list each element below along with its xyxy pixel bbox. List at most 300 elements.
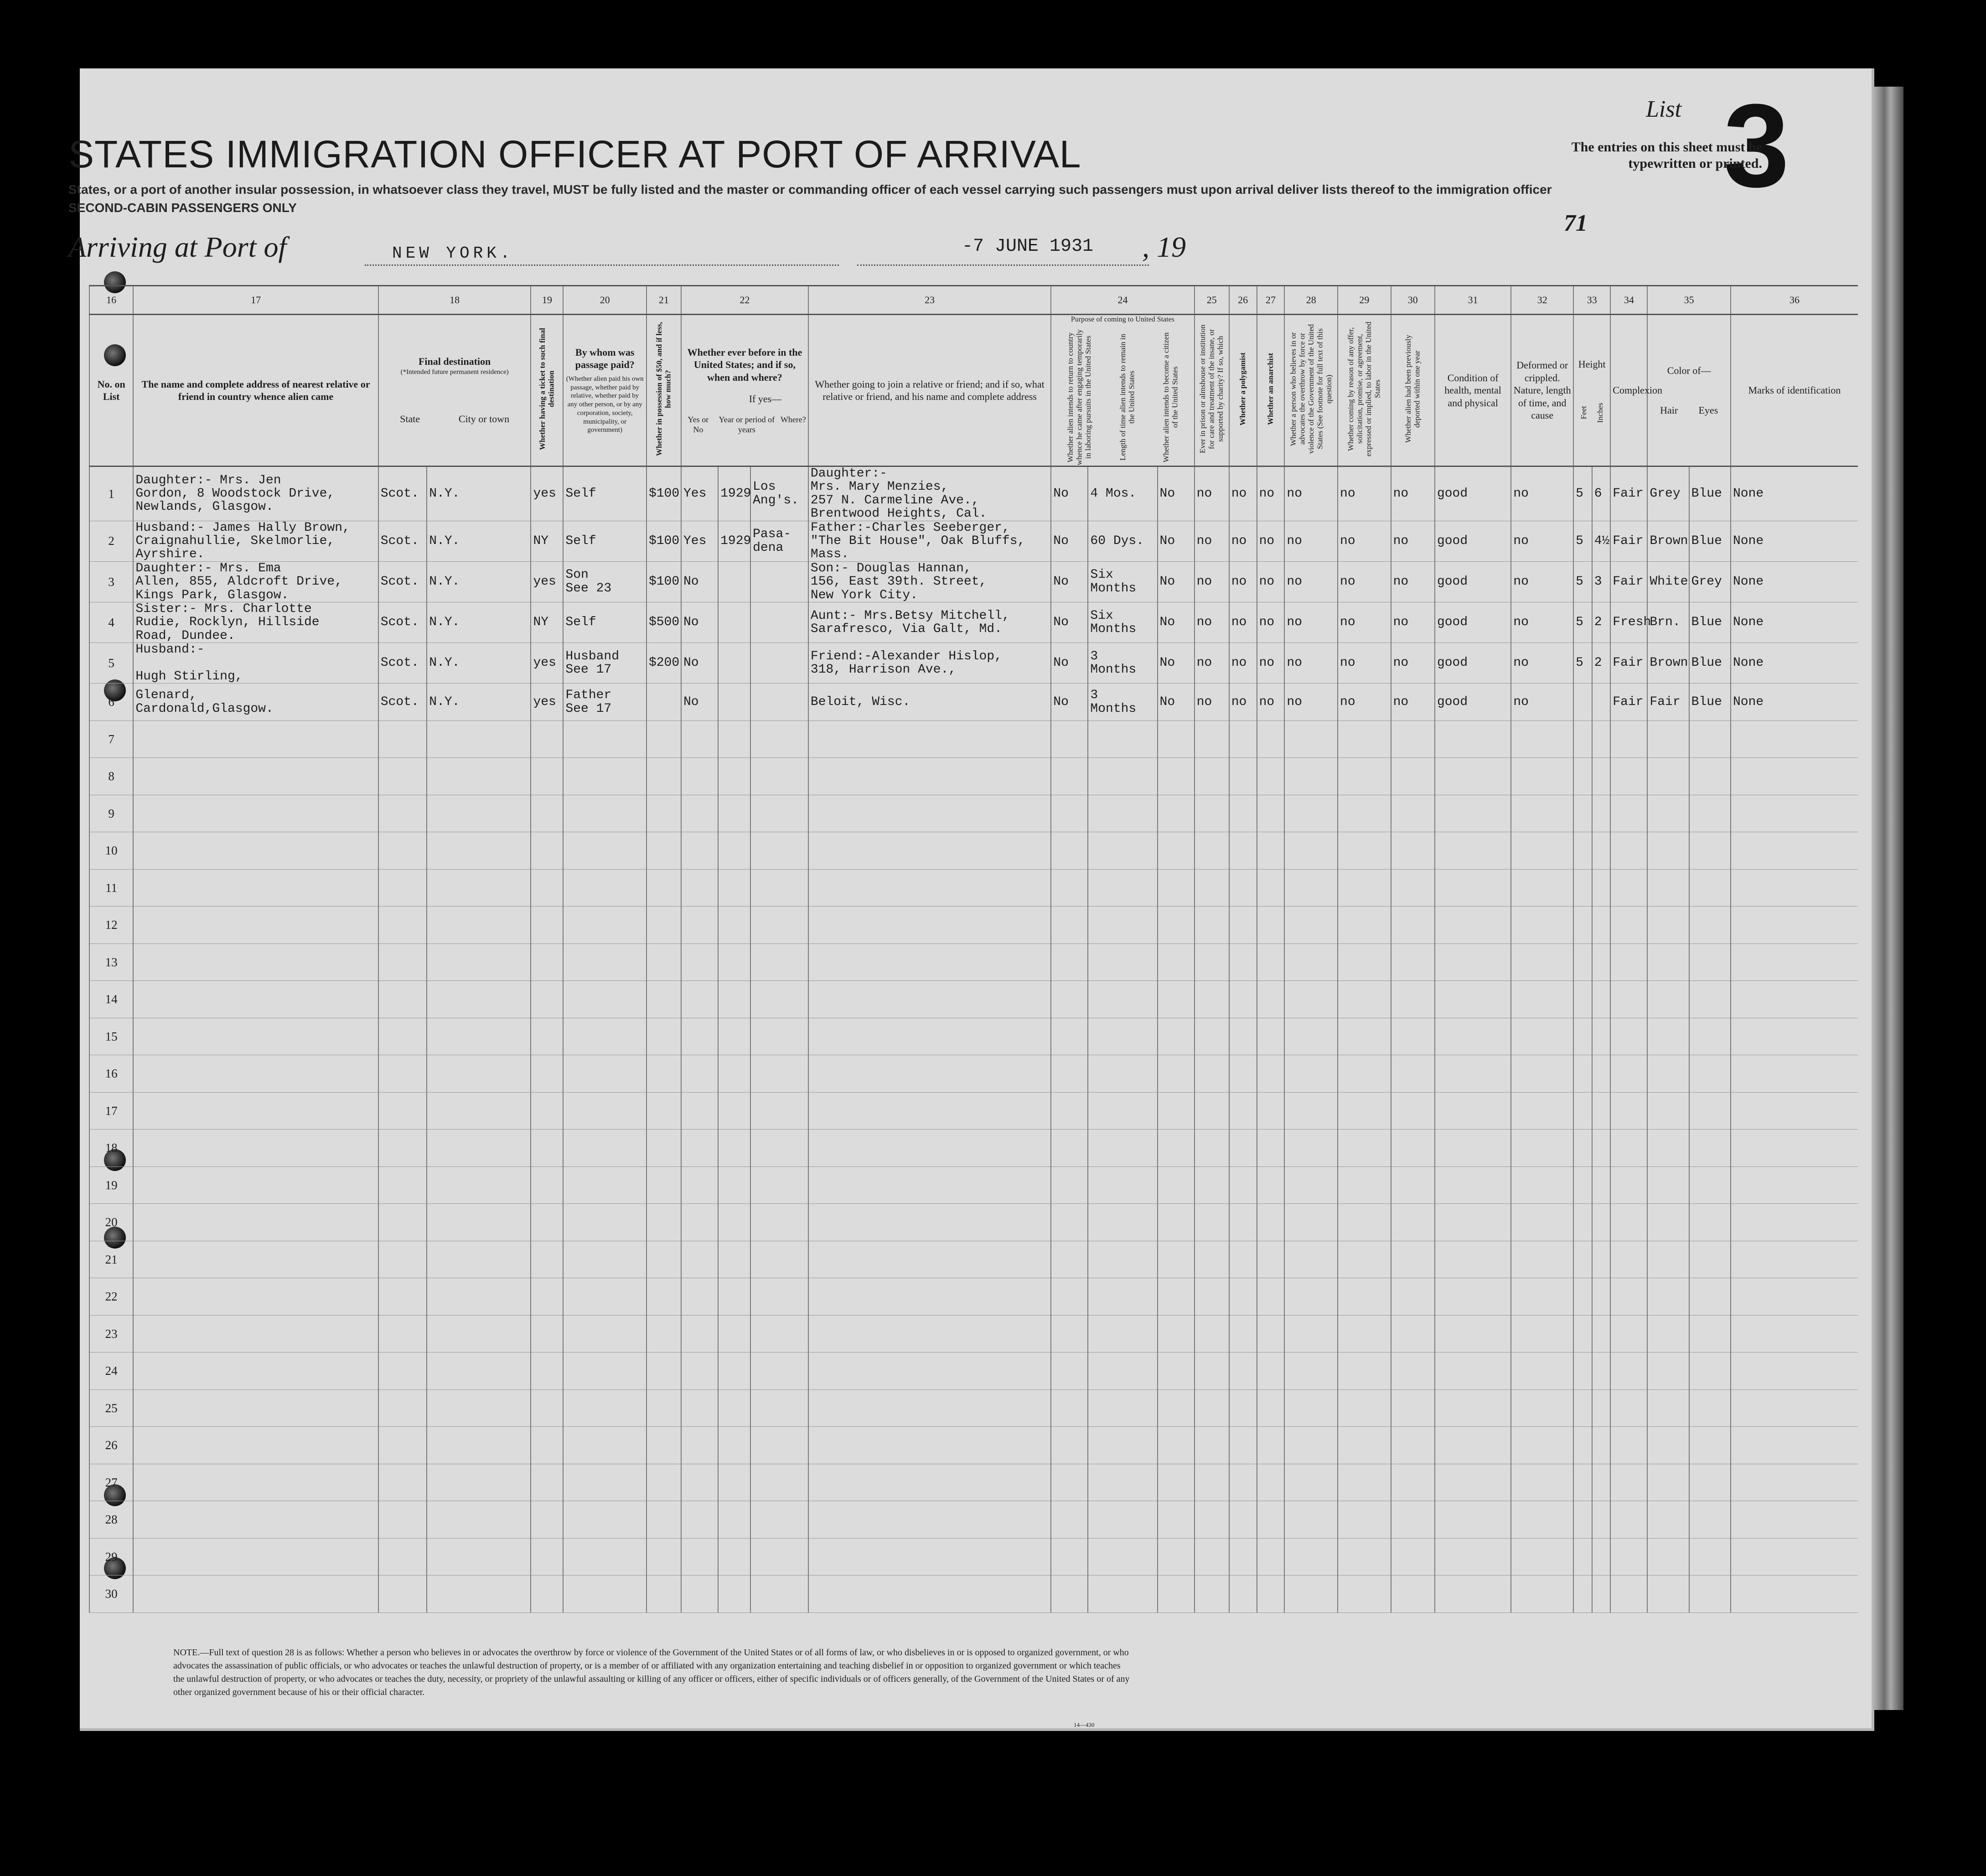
- before-where: [750, 832, 808, 870]
- before-where: [750, 981, 808, 1018]
- anarchist: no: [1257, 521, 1285, 561]
- eye-color: [1689, 1241, 1731, 1278]
- anarchist: [1257, 907, 1285, 944]
- polygamist: [1229, 907, 1257, 944]
- before-in-us: [681, 758, 718, 795]
- ticket: [531, 1092, 563, 1130]
- row-number: 20: [89, 1204, 133, 1241]
- height-feet: [1573, 1464, 1592, 1501]
- polygamist: no: [1229, 602, 1257, 643]
- deformed: no: [1511, 684, 1573, 721]
- deported: [1391, 795, 1435, 832]
- dest-state: [378, 1055, 427, 1093]
- joining-relative: [808, 943, 1051, 981]
- before-year: [718, 1427, 750, 1464]
- before-in-us: [681, 1278, 718, 1316]
- passage-paid: [563, 981, 646, 1018]
- before-year: [718, 1055, 750, 1093]
- health: [1435, 1315, 1511, 1353]
- overthrow: [1284, 1575, 1338, 1613]
- header-join-relative: Whether going to join a relative or friend; and if so, what relative or friend, and his name and complete address: [808, 315, 1051, 466]
- row-number: 26: [89, 1427, 133, 1464]
- eye-color: [1689, 907, 1731, 944]
- before-where: [750, 795, 808, 832]
- before-year: [718, 1092, 750, 1130]
- deformed: no: [1511, 602, 1573, 643]
- before-in-us: [681, 1204, 718, 1241]
- overthrow: [1284, 1389, 1338, 1427]
- dest-city: [427, 1427, 531, 1464]
- before-where: [750, 758, 808, 795]
- before-year: 1929: [718, 521, 750, 561]
- money: [646, 1130, 681, 1167]
- ticket: NY: [531, 602, 563, 643]
- deported: no: [1391, 602, 1435, 643]
- height-feet: [1573, 1427, 1592, 1464]
- labor-offer: [1338, 1538, 1391, 1575]
- row-number: 8: [89, 758, 133, 795]
- intends-citizen: [1158, 1427, 1195, 1464]
- before-year: [718, 1464, 750, 1501]
- prison: [1195, 795, 1229, 832]
- length-of-stay: Six Months: [1088, 602, 1157, 643]
- identification-marks: [1731, 1501, 1858, 1539]
- length-of-stay: 60 Dys.: [1088, 521, 1157, 561]
- passage-paid: [563, 720, 646, 758]
- before-where: [750, 1315, 808, 1353]
- before-where: [750, 1055, 808, 1093]
- intends-citizen: [1158, 1501, 1195, 1539]
- row-number: 11: [89, 869, 133, 907]
- overthrow: [1284, 1538, 1338, 1575]
- health: [1435, 1166, 1511, 1204]
- table-row: [89, 1389, 1858, 1427]
- ticket: yes: [531, 643, 563, 684]
- health: [1435, 869, 1511, 907]
- intends-citizen: [1158, 1538, 1195, 1575]
- dest-city: [427, 1130, 531, 1167]
- labor-offer: [1338, 1092, 1391, 1130]
- overthrow: [1284, 758, 1338, 795]
- deformed: [1511, 981, 1573, 1018]
- height-feet: [1573, 1575, 1592, 1613]
- identification-marks: None: [1731, 466, 1858, 521]
- height-inches: [1592, 832, 1611, 870]
- before-year: [718, 1538, 750, 1575]
- overthrow: [1284, 1018, 1338, 1055]
- polygamist: [1229, 1130, 1257, 1167]
- anarchist: no: [1257, 684, 1285, 721]
- overthrow: no: [1284, 602, 1338, 643]
- money: [646, 1241, 681, 1278]
- col-number: 23: [808, 286, 1051, 315]
- prison: [1195, 1055, 1229, 1093]
- prison: [1195, 832, 1229, 870]
- length-of-stay: [1088, 1501, 1157, 1539]
- before-in-us-label: Whether ever before in the United States; and if so, when and where?: [687, 346, 802, 383]
- relative-address: [133, 1092, 378, 1130]
- col-number: 24: [1051, 286, 1194, 315]
- row-number: 1: [89, 466, 133, 521]
- prison: [1195, 907, 1229, 944]
- complexion: Fair: [1610, 643, 1647, 684]
- dest-city: [427, 1315, 531, 1353]
- header-yes-no: Yes or No: [688, 415, 709, 434]
- ticket: [531, 1389, 563, 1427]
- intends-return: [1051, 981, 1088, 1018]
- eye-color: [1689, 758, 1731, 795]
- joining-relative: [808, 832, 1051, 870]
- prison: [1195, 1575, 1229, 1613]
- col-number: 32: [1511, 286, 1573, 315]
- labor-offer: [1338, 1464, 1391, 1501]
- table-row: [89, 684, 1858, 721]
- hair-color: Brn.: [1647, 602, 1689, 643]
- prison: [1195, 1389, 1229, 1427]
- dest-state: Scot.: [378, 561, 427, 602]
- deported: [1391, 832, 1435, 870]
- relative-address: Glenard, Cardonald,Glasgow.: [133, 684, 378, 721]
- deformed: [1511, 832, 1573, 870]
- relative-address: [133, 832, 378, 870]
- header-citizen: Whether alien intends to become a citizen of the United States: [1161, 332, 1179, 462]
- overthrow: [1284, 981, 1338, 1018]
- table-row: [89, 943, 1858, 981]
- dest-city: N.Y.: [427, 561, 531, 602]
- before-in-us: [681, 1353, 718, 1390]
- health: [1435, 832, 1511, 870]
- ticket: [531, 1278, 563, 1316]
- complexion: [1610, 981, 1647, 1018]
- header-no-on-list: No. on List: [89, 315, 133, 466]
- before-year: [718, 1315, 750, 1353]
- relative-address: [133, 1575, 378, 1613]
- header-money: [646, 315, 681, 466]
- before-year: [718, 943, 750, 981]
- polygamist: [1229, 1055, 1257, 1093]
- overthrow: [1284, 795, 1338, 832]
- height-feet: [1573, 1166, 1592, 1204]
- table-row: [89, 1018, 1858, 1055]
- eye-color: [1689, 720, 1731, 758]
- deported: [1391, 907, 1435, 944]
- before-where: [750, 1389, 808, 1427]
- before-where: [750, 1241, 808, 1278]
- before-in-us: [681, 832, 718, 870]
- anarchist: [1257, 1353, 1285, 1390]
- identification-marks: [1731, 1130, 1858, 1167]
- money: [646, 1538, 681, 1575]
- prison: [1195, 1464, 1229, 1501]
- complexion: [1610, 1130, 1647, 1167]
- date-line: [857, 264, 1149, 266]
- header-city: City or town: [458, 413, 510, 425]
- intends-citizen: [1158, 1389, 1195, 1427]
- arriving-label: Arriving at Port of: [68, 231, 287, 263]
- hair-color: [1647, 1464, 1689, 1501]
- polygamist: [1229, 1501, 1257, 1539]
- eye-color: [1689, 1315, 1731, 1353]
- ticket: [531, 758, 563, 795]
- table-row: [89, 720, 1858, 758]
- header-anarchist: [1257, 315, 1285, 466]
- dest-state: [378, 981, 427, 1018]
- dest-state: [378, 1501, 427, 1539]
- hair-color: White: [1647, 561, 1689, 602]
- identification-marks: [1731, 1278, 1858, 1316]
- header-ticket-text: Whether having a ticket to such final destination: [538, 327, 556, 450]
- before-where: [750, 1092, 808, 1130]
- length-of-stay: Six Months: [1088, 561, 1157, 602]
- polygamist: [1229, 758, 1257, 795]
- labor-offer: [1338, 1315, 1391, 1353]
- dest-city: [427, 869, 531, 907]
- height-feet: 5: [1573, 466, 1592, 521]
- money: $100: [646, 521, 681, 561]
- anarchist: no: [1257, 466, 1285, 521]
- purpose-label: Purpose of coming to United States: [1071, 316, 1175, 323]
- relative-address: [133, 981, 378, 1018]
- length-of-stay: [1088, 1538, 1157, 1575]
- before-year: [718, 561, 750, 602]
- intends-citizen: [1158, 758, 1195, 795]
- relative-address: [133, 1315, 378, 1353]
- before-where: Pasa- dena: [750, 521, 808, 561]
- complexion: [1610, 1055, 1647, 1093]
- height-inches: [1592, 758, 1611, 795]
- before-year: [718, 1575, 750, 1613]
- passage-paid: [563, 1130, 646, 1167]
- before-year: [718, 1166, 750, 1204]
- table-row: [89, 907, 1858, 944]
- deformed: [1511, 1166, 1573, 1204]
- health: [1435, 758, 1511, 795]
- deported: [1391, 758, 1435, 795]
- joining-relative: [808, 1241, 1051, 1278]
- passage-paid: [563, 1092, 646, 1130]
- dest-city: N.Y.: [427, 466, 531, 521]
- eye-color: [1689, 1575, 1731, 1613]
- intends-return: No: [1051, 521, 1088, 561]
- identification-marks: [1731, 981, 1858, 1018]
- dest-state: [378, 720, 427, 758]
- labor-offer: no: [1338, 521, 1391, 561]
- overthrow: [1284, 1464, 1338, 1501]
- eye-color: [1689, 1389, 1731, 1427]
- before-in-us: [681, 1315, 718, 1353]
- passage-paid: Self: [563, 602, 646, 643]
- length-of-stay: [1088, 1130, 1157, 1167]
- complexion: [1610, 1464, 1647, 1501]
- joining-relative: [808, 907, 1051, 944]
- length-of-stay: [1088, 1018, 1157, 1055]
- anarchist: [1257, 1278, 1285, 1316]
- intends-citizen: [1158, 869, 1195, 907]
- prison: [1195, 1278, 1229, 1316]
- before-year: [718, 1501, 750, 1539]
- intends-citizen: No: [1158, 643, 1195, 684]
- header-deported-text: Whether alien had been previously deported within one year: [1404, 335, 1422, 443]
- height-feet: [1573, 684, 1592, 721]
- length-of-stay: [1088, 1204, 1157, 1241]
- passage-paid: [563, 1055, 646, 1093]
- labor-offer: no: [1338, 561, 1391, 602]
- ticket: [531, 1055, 563, 1093]
- passage-paid: [563, 1278, 646, 1316]
- dest-city: [427, 1389, 531, 1427]
- port-value: NEW YORK.: [392, 244, 514, 263]
- header-health: Condition of health, mental and physical: [1435, 315, 1511, 466]
- eye-color: Grey: [1689, 561, 1731, 602]
- deformed: [1511, 1130, 1573, 1167]
- hair-color: Grey: [1647, 466, 1689, 521]
- labor-offer: [1338, 1389, 1391, 1427]
- overthrow: [1284, 720, 1338, 758]
- joining-relative: [808, 981, 1051, 1018]
- anarchist: [1257, 1130, 1285, 1167]
- intends-return: [1051, 832, 1088, 870]
- money: [646, 795, 681, 832]
- passage-paid: [563, 832, 646, 870]
- relative-address: [133, 1241, 378, 1278]
- complexion: [1610, 795, 1647, 832]
- intends-citizen: [1158, 1353, 1195, 1390]
- before-year: [718, 1204, 750, 1241]
- overthrow: [1284, 832, 1338, 870]
- before-year: [718, 720, 750, 758]
- intends-return: No: [1051, 602, 1088, 643]
- complexion: [1610, 720, 1647, 758]
- intends-return: [1051, 795, 1088, 832]
- eye-color: Blue: [1689, 643, 1731, 684]
- anarchist: [1257, 1204, 1285, 1241]
- passage-paid: [563, 1538, 646, 1575]
- health: [1435, 1427, 1511, 1464]
- relative-address: Daughter:- Mrs. Ema Allen, 855, Aldcroft Drive, Kings Park, Glasgow.: [133, 561, 378, 602]
- money: $100: [646, 561, 681, 602]
- deported: [1391, 869, 1435, 907]
- height-feet: [1573, 1278, 1592, 1316]
- prison: no: [1195, 602, 1229, 643]
- row-number: 19: [89, 1166, 133, 1204]
- before-where: [750, 1166, 808, 1204]
- height-inches: [1592, 1315, 1611, 1353]
- joining-relative: [808, 1130, 1051, 1167]
- before-year: [718, 869, 750, 907]
- length-of-stay: [1088, 1353, 1157, 1390]
- intends-citizen: [1158, 981, 1195, 1018]
- overthrow: [1284, 907, 1338, 944]
- identification-marks: [1731, 832, 1858, 870]
- passage-paid: [563, 1241, 646, 1278]
- height-feet: [1573, 907, 1592, 944]
- header-passage-paid: [563, 315, 646, 466]
- health: [1435, 1241, 1511, 1278]
- health: [1435, 1575, 1511, 1613]
- intends-citizen: [1158, 1575, 1195, 1613]
- length-of-stay: [1088, 720, 1157, 758]
- height-inches: [1592, 869, 1611, 907]
- before-where: [750, 1278, 808, 1316]
- row-number: 28: [89, 1501, 133, 1539]
- intends-return: [1051, 1018, 1088, 1055]
- passage-paid: [563, 1018, 646, 1055]
- length-of-stay: [1088, 1241, 1157, 1278]
- relative-address: [133, 1018, 378, 1055]
- passage-paid: [563, 1464, 646, 1501]
- relative-address: [133, 1464, 378, 1501]
- health: good: [1435, 561, 1511, 602]
- height-feet: [1573, 981, 1592, 1018]
- prison: [1195, 943, 1229, 981]
- col-number: 21: [646, 286, 681, 315]
- ticket: yes: [531, 684, 563, 721]
- complexion: [1610, 1315, 1647, 1353]
- health: [1435, 1389, 1511, 1427]
- col-number: 28: [1284, 286, 1338, 315]
- joining-relative: [808, 1427, 1051, 1464]
- eye-color: [1689, 869, 1731, 907]
- intends-citizen: [1158, 1166, 1195, 1204]
- table-row: [89, 1464, 1858, 1501]
- ticket: [531, 1204, 563, 1241]
- prison: [1195, 1166, 1229, 1204]
- health: [1435, 1018, 1511, 1055]
- height-feet: [1573, 1315, 1592, 1353]
- col-number: 30: [1391, 286, 1435, 315]
- before-where: [750, 561, 808, 602]
- eye-color: [1689, 981, 1731, 1018]
- joining-relative: [808, 720, 1051, 758]
- deformed: [1511, 1538, 1573, 1575]
- health: [1435, 943, 1511, 981]
- dest-state: [378, 907, 427, 944]
- relative-address: [133, 758, 378, 795]
- prison: [1195, 981, 1229, 1018]
- prison: no: [1195, 521, 1229, 561]
- col-number: 20: [563, 286, 646, 315]
- height-inches: [1592, 1055, 1611, 1093]
- table-row: [89, 795, 1858, 832]
- prison: [1195, 758, 1229, 795]
- before-where: [750, 720, 808, 758]
- dest-state: Scot.: [378, 466, 427, 521]
- length-of-stay: [1088, 869, 1157, 907]
- money: [646, 1464, 681, 1501]
- polygamist: [1229, 1575, 1257, 1613]
- passage-paid-note: (Whether alien paid his own passage, whether paid by relative, whether paid by any other person, or by any corporation, society, municipality, or government): [566, 375, 644, 434]
- polygamist: [1229, 1353, 1257, 1390]
- polygamist: no: [1229, 561, 1257, 602]
- height-inches: [1592, 1278, 1611, 1316]
- before-year: 1929: [718, 466, 750, 521]
- polygamist: [1229, 1166, 1257, 1204]
- identification-marks: [1731, 1092, 1858, 1130]
- identification-marks: [1731, 1538, 1858, 1575]
- deported: [1391, 1315, 1435, 1353]
- row-number: 24: [89, 1353, 133, 1390]
- intends-return: [1051, 1315, 1088, 1353]
- height-feet: [1573, 1538, 1592, 1575]
- height-inches: 3: [1592, 561, 1611, 602]
- list-number: 3: [1723, 80, 1789, 212]
- height-inches: [1592, 1501, 1611, 1539]
- hair-color: Fair: [1647, 684, 1689, 721]
- relative-address: [133, 1130, 378, 1167]
- ticket: [531, 1353, 563, 1390]
- row-number: 14: [89, 981, 133, 1018]
- money: [646, 907, 681, 944]
